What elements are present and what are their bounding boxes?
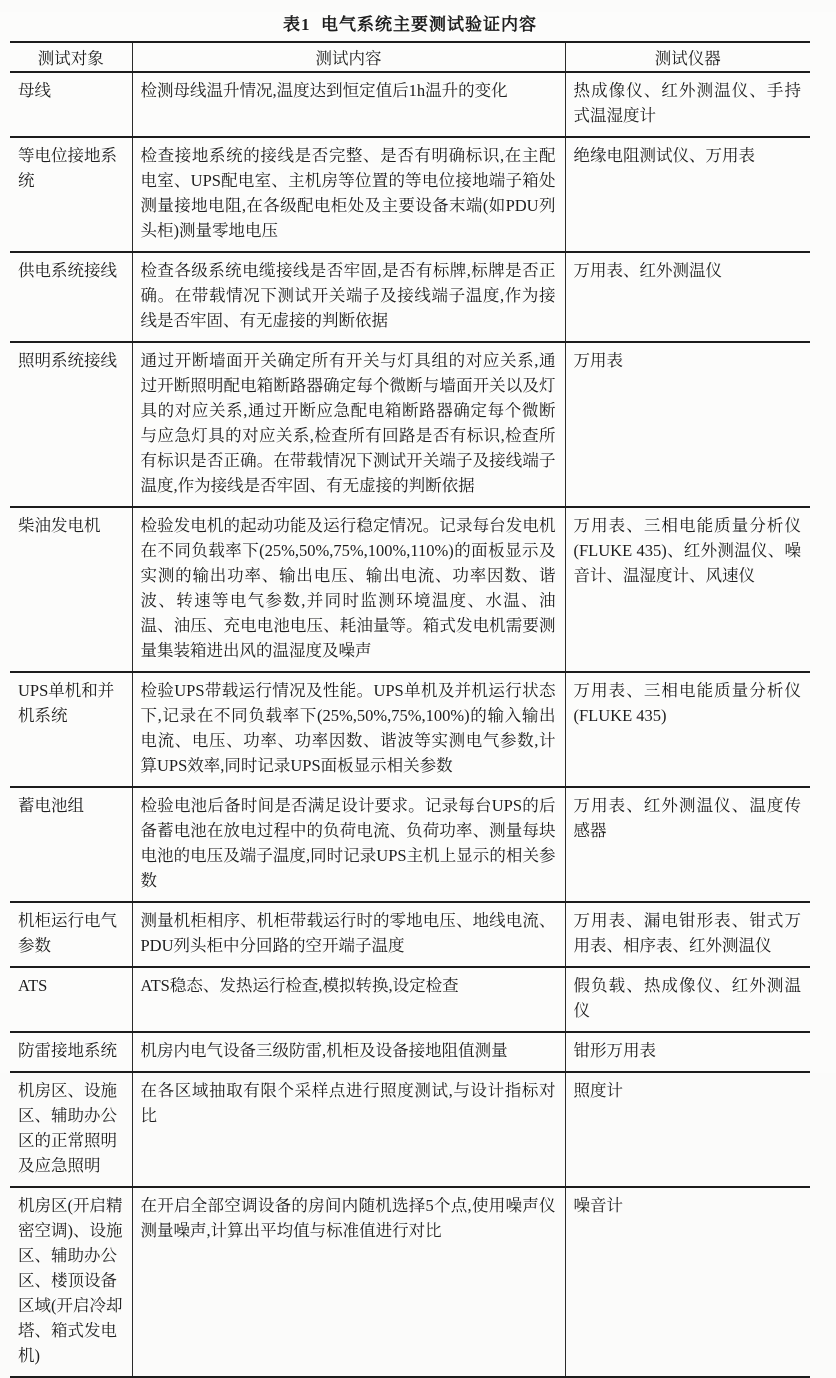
cell-test-instruments: 万用表、三相电能质量分析仪(FLUKE 435)、红外测温仪、噪音计、温湿度计、风速仪 bbox=[565, 507, 810, 672]
table-row bbox=[10, 72, 810, 137]
test-verification-table bbox=[10, 41, 810, 1378]
cell-test-instruments: 钳形万用表 bbox=[565, 1032, 810, 1072]
cell-test-object: UPS单机和并机系统 bbox=[18, 681, 115, 725]
cell-test-content: 检验UPS带载运行情况及性能。UPS单机及并机运行状态下,记录在不同负载率下(25%,50%,75%,100%)的输入输出电流、电压、功率、功率因数、谐波等实测电气参数,计算UPS效率,同时记录UPS面板显示相关参数 bbox=[132, 672, 565, 787]
cell-test-object: 机房区(开启精密空调)、设施区、辅助办公区、楼顶设备区域(开启冷却塔、箱式发电机) bbox=[18, 1196, 123, 1365]
cell-test-content: 检验电池后备时间是否满足设计要求。记录每台UPS的后备蓄电池在放电过程中的负荷电流、负荷功率、测量每块电池的电压及端子温度,同时记录UPS主机上显示的相关参数 bbox=[132, 787, 565, 902]
cell-test-object: 蓄电池组 bbox=[18, 796, 84, 815]
table-header bbox=[10, 42, 810, 72]
table-row bbox=[10, 1187, 810, 1377]
col-header-test-instruments: 测试仪器 bbox=[565, 42, 810, 72]
table-row bbox=[10, 787, 810, 902]
cell-test-content: 机房内电气设备三级防雷,机柜及设备接地阻值测量 bbox=[132, 1032, 565, 1072]
table-row bbox=[10, 967, 810, 1032]
table-row bbox=[10, 1072, 810, 1187]
cell-test-object: 防雷接地系统 bbox=[18, 1041, 117, 1060]
cell-test-content: 在各区域抽取有限个采样点进行照度测试,与设计指标对比 bbox=[132, 1072, 565, 1187]
cell-test-instruments: 假负载、热成像仪、红外测温仪 bbox=[565, 967, 810, 1032]
cell-test-instruments: 绝缘电阻测试仪、万用表 bbox=[565, 137, 810, 252]
table-row bbox=[10, 342, 810, 507]
cell-test-content: ATS稳态、发热运行检查,模拟转换,设定检查 bbox=[132, 967, 565, 1032]
cell-test-object: 机柜运行电气参数 bbox=[18, 911, 117, 955]
cell-test-object: 供电系统接线 bbox=[18, 261, 117, 280]
cell-test-object: 柴油发电机 bbox=[18, 516, 101, 535]
cell-test-object: 等电位接地系统 bbox=[18, 146, 117, 190]
cell-test-instruments: 万用表、红外测温仪、温度传感器 bbox=[565, 787, 810, 902]
cell-test-instruments: 热成像仪、红外测温仪、手持式温湿度计 bbox=[565, 72, 810, 137]
table-row bbox=[10, 672, 810, 787]
cell-test-content: 检查各级系统电缆接线是否牢固,是否有标牌,标牌是否正确。在带载情况下测试开关端子及接线端子温度,作为接线是否牢固、有无虚接的判断依据 bbox=[132, 252, 565, 342]
header-row bbox=[10, 42, 810, 72]
cell-test-object: 母线 bbox=[18, 81, 51, 100]
cell-test-object: ATS bbox=[18, 976, 48, 995]
cell-test-object: 照明系统接线 bbox=[18, 351, 117, 370]
cell-test-content: 检验发电机的起动功能及运行稳定情况。记录每台发电机在不同负载率下(25%,50%,75%,100%,110%)的面板显示及实测的输出功率、输出电压、输出电流、功率因数、谐波、转速等电气参数,并同时监测环境温度、水温、油温、油压、充电电池电压、耗油量等。箱式发电机需要测量集装箱进出风的温湿度及噪声 bbox=[132, 507, 565, 672]
col-header-test-content: 测试内容 bbox=[132, 42, 565, 72]
cell-test-instruments: 照度计 bbox=[565, 1072, 810, 1187]
table-title: 表1 电气系统主要测试验证内容 bbox=[283, 15, 537, 34]
col-header-test-object: 测试对象 bbox=[37, 49, 104, 68]
table-row bbox=[10, 1032, 810, 1072]
cell-test-content: 检查接地系统的接线是否完整、是否有明确标识,在主配电室、UPS配电室、主机房等位置的等电位接地端子箱处测量接地电阻,在各级配电柜处及主要设备末端(如PDU列头柜)测量零地电压 bbox=[132, 137, 565, 252]
cell-test-content: 测量机柜相序、机柜带载运行时的零地电压、地线电流、PDU列头柜中分回路的空开端子温度 bbox=[132, 902, 565, 967]
cell-test-instruments: 万用表、三相电能质量分析仪(FLUKE 435) bbox=[565, 672, 810, 787]
table-row bbox=[10, 137, 810, 252]
cell-test-instruments: 万用表、漏电钳形表、钳式万用表、相序表、红外测温仪 bbox=[565, 902, 810, 967]
table-row bbox=[10, 507, 810, 672]
table-row bbox=[10, 902, 810, 967]
cell-test-content: 通过开断墙面开关确定所有开关与灯具组的对应关系,通过开断照明配电箱断路器确定每个微断与墙面开关以及灯具的对应关系,通过开断应急配电箱断路器确定每个微断与应急灯具的对应关系,检查所有回路是否有标识,检查所有标识是否正确。在带载情况下测试开关端子及接线端子温度,作为接线是否牢固、有无虚接的判断依据 bbox=[132, 342, 565, 507]
cell-test-instruments: 噪音计 bbox=[565, 1187, 810, 1377]
cell-test-content: 检测母线温升情况,温度达到恒定值后1h温升的变化 bbox=[132, 72, 565, 137]
document-page bbox=[0, 12, 836, 1365]
table-row bbox=[10, 252, 810, 342]
cell-test-object: 机房区、设施区、辅助办公区的正常照明及应急照明 bbox=[18, 1081, 117, 1175]
cell-test-content: 在开启全部空调设备的房间内随机选择5个点,使用噪声仪测量噪声,计算出平均值与标准值进行对比 bbox=[132, 1187, 565, 1377]
cell-test-instruments: 万用表、红外测温仪 bbox=[565, 252, 810, 342]
table-body bbox=[10, 72, 810, 1377]
cell-test-instruments: 万用表 bbox=[565, 342, 810, 507]
